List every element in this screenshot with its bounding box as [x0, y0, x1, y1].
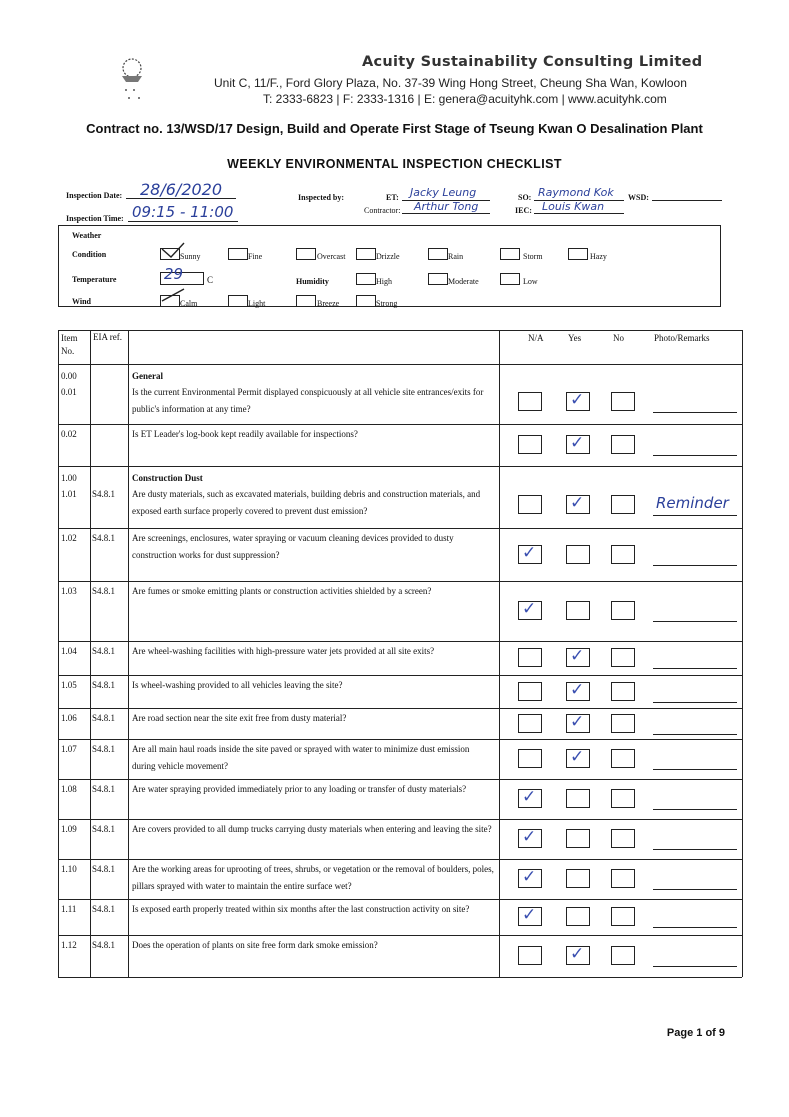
so-value: Raymond Kok: [538, 186, 614, 199]
company-name: Acuity Sustainability Consulting Limited: [362, 54, 703, 70]
header-eia-ref: EIA ref.: [93, 332, 122, 342]
table-rule: [58, 330, 742, 331]
answer-na-checkbox[interactable]: [518, 946, 542, 965]
answer-tick-mark: ✓: [522, 827, 537, 847]
row-eia-ref: S4.8.1: [92, 824, 116, 834]
row-question: Are all main haul roads inside the site paved or sprayed with water to minimize dust emission during vehicle movement?: [132, 744, 470, 771]
remarks-line: [653, 889, 737, 890]
answer-no-checkbox[interactable]: [611, 789, 635, 808]
answer-no-checkbox[interactable]: [611, 648, 635, 667]
table-rule: [58, 708, 742, 709]
wind-calm-label: Calm: [180, 299, 198, 308]
answer-no-checkbox[interactable]: [611, 714, 635, 733]
header-photo-remarks: Photo/Remarks: [654, 333, 710, 343]
inspection-time-label: Inspection Time:: [66, 214, 124, 223]
weather-title: Weather: [72, 231, 102, 240]
row-item-no: 1.02: [61, 533, 77, 543]
table-rule: [58, 641, 742, 642]
answer-yes-checkbox[interactable]: [566, 545, 590, 564]
table-rule: [58, 977, 742, 978]
row-item-no: 1.06: [61, 713, 77, 723]
answer-tick-mark: ✓: [570, 390, 585, 410]
row-eia-ref: S4.8.1: [92, 646, 116, 656]
company-logo: [112, 52, 156, 104]
temperature-label: Temperature: [72, 275, 117, 284]
remarks-line: [653, 621, 737, 622]
inspection-date-label: Inspection Date:: [66, 191, 123, 200]
condition-fine-checkbox[interactable]: [228, 248, 248, 260]
wind-breeze-label: Breeze: [317, 299, 340, 308]
condition-drizzle-checkbox[interactable]: [356, 248, 376, 260]
answer-na-checkbox[interactable]: [518, 714, 542, 733]
row-question: Is exposed earth properly treated within six months after the last construction activity on site?: [132, 904, 470, 914]
answer-yes-checkbox[interactable]: [566, 601, 590, 620]
answer-na-checkbox[interactable]: [518, 749, 542, 768]
company-contact: T: 2333-6823 | F: 2333-1316 | E: genera@acuityhk.com | www.acuityhk.com: [263, 92, 667, 106]
table-rule: [58, 466, 742, 467]
answer-no-checkbox[interactable]: [611, 946, 635, 965]
row-eia-ref: S4.8.1: [92, 744, 116, 754]
table-rule: [58, 581, 742, 582]
header-item-no: Item No.: [61, 333, 78, 356]
table-rule: [58, 819, 742, 820]
company-address: Unit C, 11/F., Ford Glory Plaza, No. 37-39 Wing Hong Street, Cheung Sha Wan, Kowloon: [214, 76, 687, 90]
condition-hazy-checkbox[interactable]: [568, 248, 588, 260]
table-rule: [58, 739, 742, 740]
answer-tick-mark: ✓: [570, 680, 585, 700]
row-question: Are fumes or smoke emitting plants or construction activities shielded by a screen?: [132, 586, 432, 596]
remarks-line: [653, 455, 737, 456]
sunny-check-mark: [160, 241, 186, 266]
answer-tick-mark: ✓: [522, 867, 537, 887]
remarks-line: [653, 849, 737, 850]
row-question: Is wheel-washing provided to all vehicles leaving the site?: [132, 680, 343, 690]
row-eia-ref: S4.8.1: [92, 680, 116, 690]
answer-no-checkbox[interactable]: [611, 545, 635, 564]
inspected-by-label: Inspected by:: [298, 193, 345, 202]
humidity-moderate-checkbox[interactable]: [428, 273, 448, 285]
checklist-table: [58, 330, 742, 977]
wind-breeze-checkbox[interactable]: [296, 295, 316, 307]
row-item-no: 1.08: [61, 784, 77, 794]
wind-strong-label: Strong: [376, 299, 398, 308]
row-eia-ref: S4.8.1: [92, 586, 116, 596]
row-question: Is the current Environmental Permit displayed conspicuously at all vehicle site entrances/exits for public's information at any time?: [132, 387, 484, 414]
answer-no-checkbox[interactable]: [611, 435, 635, 454]
et-label: ET:: [386, 193, 399, 202]
section-heading: Construction Dust: [132, 473, 203, 483]
header-yes: Yes: [568, 333, 582, 343]
answer-na-checkbox[interactable]: [518, 392, 542, 411]
row-question: Are the working areas for uprooting of trees, shrubs, or vegetation or the removal of boulders, poles, pillars sprayed with water to maintain the entire surface wet?: [132, 864, 494, 891]
remarks-line: [653, 927, 737, 928]
section-heading: General: [132, 371, 163, 381]
so-label: SO:: [518, 193, 532, 202]
row-question: Are screenings, enclosures, water spraying or vacuum cleaning devices provided to dusty construction works for dust suppression?: [132, 533, 454, 560]
row-eia-ref: S4.8.1: [92, 864, 116, 874]
remarks-line: [653, 702, 737, 703]
humidity-high-label: High: [376, 277, 392, 286]
row-item-no: 1.05: [61, 680, 77, 690]
answer-yes-checkbox[interactable]: [566, 789, 590, 808]
remarks-line: [653, 565, 737, 566]
answer-no-checkbox[interactable]: [611, 869, 635, 888]
humidity-label: Humidity: [296, 277, 329, 286]
row-item-no: 1.01: [61, 489, 77, 499]
humidity-high-checkbox[interactable]: [356, 273, 376, 285]
table-rule: [58, 675, 742, 676]
row-item-no: 1.11: [61, 904, 77, 914]
inspection-date-value: 28/6/2020: [140, 180, 223, 199]
row-question: Does the operation of plants on site free form dark smoke emission?: [132, 940, 378, 950]
row-eia-ref: S4.8.1: [92, 784, 116, 794]
answer-yes-checkbox[interactable]: [566, 869, 590, 888]
temperature-value: 29: [164, 265, 184, 283]
answer-tick-mark: ✓: [570, 646, 585, 666]
row-eia-ref: S4.8.1: [92, 489, 116, 499]
answer-no-checkbox[interactable]: [611, 682, 635, 701]
condition-sunny-label: Sunny: [180, 252, 201, 261]
answer-na-checkbox[interactable]: [518, 435, 542, 454]
answer-yes-checkbox[interactable]: [566, 829, 590, 848]
iec-value: Louis Kwan: [542, 200, 605, 213]
remarks-value: Reminder: [656, 494, 729, 512]
humidity-low-checkbox[interactable]: [500, 273, 520, 285]
remarks-line: [653, 412, 737, 413]
condition-overcast-checkbox[interactable]: [296, 248, 316, 260]
remarks-line: [653, 734, 737, 735]
header-no: No: [613, 333, 624, 343]
iec-label: IEC:: [515, 206, 532, 215]
row-question: Are covers provided to all dump trucks carrying dusty materials when entering and leaving the site?: [132, 824, 492, 834]
humidity-moderate-label: Moderate: [448, 277, 479, 286]
row-item-no: 1.00: [61, 473, 77, 483]
row-item-no: 1.04: [61, 646, 77, 656]
row-eia-ref: S4.8.1: [92, 533, 116, 543]
weather-panel: [58, 225, 721, 307]
row-item-no: 1.07: [61, 744, 77, 754]
condition-overcast-label: Overcast: [317, 252, 346, 261]
condition-rain-checkbox[interactable]: [428, 248, 448, 260]
row-item-no: 1.09: [61, 824, 77, 834]
row-question: Are dusty materials, such as excavated materials, building debris and construction materials, and exposed earth surface properly covered to prevent dust emission?: [132, 489, 481, 516]
answer-no-checkbox[interactable]: [611, 392, 635, 411]
answer-no-checkbox[interactable]: [611, 907, 635, 926]
answer-tick-mark: ✓: [570, 712, 585, 732]
answer-tick-mark: ✓: [522, 787, 537, 807]
answer-na-checkbox[interactable]: [518, 682, 542, 701]
row-eia-ref: S4.8.1: [92, 940, 116, 950]
calm-check-mark: [160, 287, 186, 312]
row-item-no: 1.10: [61, 864, 77, 874]
answer-no-checkbox[interactable]: [611, 749, 635, 768]
header-na: N/A: [528, 333, 544, 343]
answer-tick-mark: ✓: [570, 944, 585, 964]
humidity-low-label: Low: [523, 277, 538, 286]
answer-no-checkbox[interactable]: [611, 495, 635, 514]
table-rule: [58, 528, 742, 529]
table-rule: [58, 935, 742, 936]
answer-tick-mark: ✓: [522, 599, 537, 619]
temperature-unit: C: [207, 275, 214, 285]
answer-tick-mark: ✓: [522, 543, 537, 563]
table-rule: [58, 899, 742, 900]
wind-light-label: Light: [248, 299, 266, 308]
condition-hazy-label: Hazy: [590, 252, 607, 261]
answer-na-checkbox[interactable]: [518, 495, 542, 514]
page-number: Page 1 of 9: [666, 1027, 725, 1039]
remarks-line: [653, 515, 737, 516]
wind-strong-checkbox[interactable]: [356, 295, 376, 307]
wsd-line: [652, 190, 722, 201]
row-question: Are water spraying provided immediately prior to any loading or transfer of dusty materials?: [132, 784, 467, 794]
remarks-line: [653, 809, 737, 810]
wind-light-checkbox[interactable]: [228, 295, 248, 307]
contractor-value: Arthur Tong: [414, 200, 479, 213]
row-item-no: 1.12: [61, 940, 77, 950]
table-rule: [58, 779, 742, 780]
condition-storm-checkbox[interactable]: [500, 248, 520, 260]
condition-rain-label: Rain: [448, 252, 464, 261]
remarks-line: [653, 769, 737, 770]
et-value: Jacky Leung: [410, 186, 477, 199]
condition-storm-label: Storm: [523, 252, 543, 261]
row-item-no: 1.03: [61, 586, 77, 596]
answer-no-checkbox[interactable]: [611, 829, 635, 848]
row-item-no: 0.01: [61, 387, 77, 397]
remarks-line: [653, 966, 737, 967]
answer-tick-mark: ✓: [570, 433, 585, 453]
row-eia-ref: S4.8.1: [92, 713, 116, 723]
row-question: Are wheel-washing facilities with high-pressure water jets provided at all site exits?: [132, 646, 435, 656]
table-rule: [58, 364, 742, 365]
condition-drizzle-label: Drizzle: [376, 252, 400, 261]
wsd-label: WSD:: [628, 193, 649, 202]
row-item-no: 0.02: [61, 429, 77, 439]
answer-na-checkbox[interactable]: [518, 648, 542, 667]
row-question: Are road section near the site exit free from dusty material?: [132, 713, 347, 723]
row-question: Is ET Leader's log-book kept readily available for inspections?: [132, 429, 358, 439]
inspection-time-value: 09:15 - 11:00: [132, 203, 234, 221]
answer-yes-checkbox[interactable]: [566, 907, 590, 926]
contract-title: Contract no. 13/WSD/17 Design, Build and Operate First Stage of Tseung Kwan O Desalination Plant: [86, 121, 703, 136]
table-rule: [58, 424, 742, 425]
table-rule: [58, 859, 742, 860]
row-eia-ref: S4.8.1: [92, 904, 116, 914]
answer-tick-mark: ✓: [522, 905, 537, 925]
row-item-no: 0.00: [61, 371, 77, 381]
answer-tick-mark: ✓: [570, 747, 585, 767]
wind-label: Wind: [72, 297, 91, 306]
answer-tick-mark: ✓: [570, 493, 585, 513]
answer-no-checkbox[interactable]: [611, 601, 635, 620]
condition-fine-label: Fine: [248, 252, 263, 261]
remarks-line: [653, 668, 737, 669]
condition-label: Condition: [72, 250, 107, 259]
document-title: WEEKLY ENVIRONMENTAL INSPECTION CHECKLIST: [227, 157, 562, 171]
contractor-label: Contractor:: [364, 206, 401, 215]
